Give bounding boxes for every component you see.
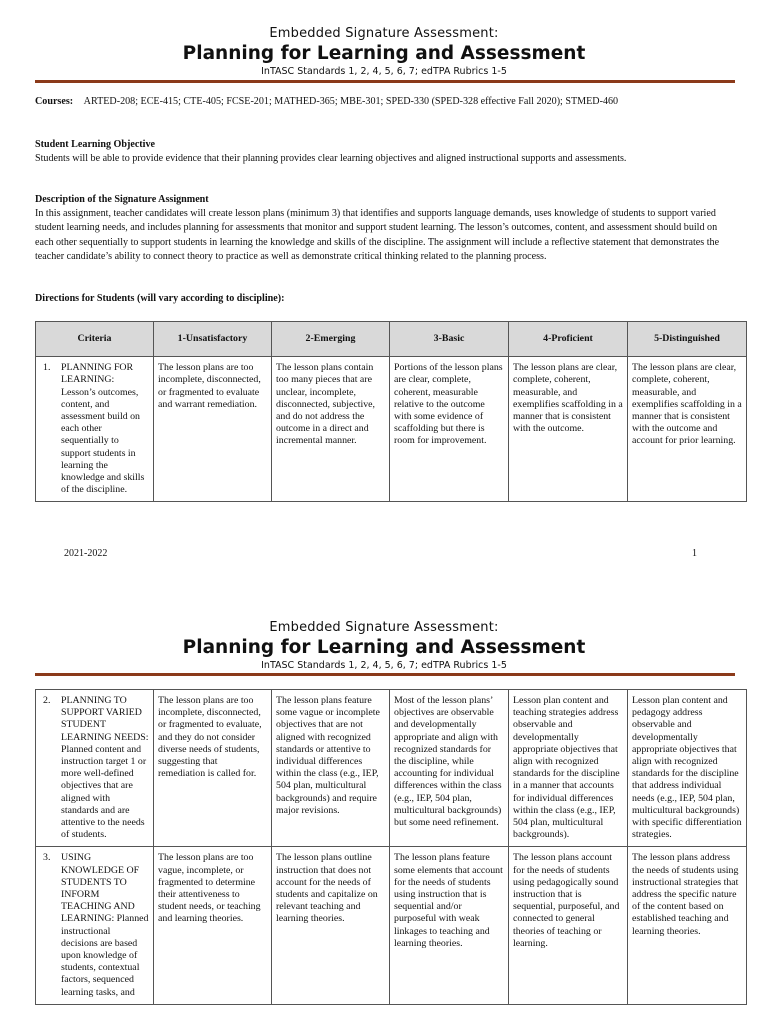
page-title: Planning for Learning and Assessment: [182, 43, 586, 64]
criteria-number: 1.: [43, 362, 51, 374]
header-subtitle: Embedded Signature Assessment:: [269, 620, 499, 635]
criteria-cell: [36, 357, 154, 502]
header-unsatisfactory: 1-Unsatisfactory: [154, 322, 272, 357]
footer-page-number: 1: [692, 548, 697, 559]
criteria-text: USING KNOWLEDGE OF STUDENTS TO INFORM TEACHING AND LEARNING: Planned instructional decisions are based upon knowledge of students, contextual factors, sequenced learning tasks, and: [61, 852, 149, 998]
header-standards: InTASC Standards 1, 2, 4, 5, 6, 7; edTPA Rubrics 1-5: [261, 66, 507, 77]
table-row: [36, 690, 747, 847]
objective-text: Students will be able to provide evidence that their planning provides clear learning objectives and aligned instructional supports and assessments.: [35, 153, 627, 165]
criteria-text: PLANNING FOR LEARNING: Lesson’s outcomes, content, and assessment build on each other sequentially to support students in learning the knowledge and skills of the discipline.: [61, 362, 145, 496]
page-title: Planning for Learning and Assessment: [182, 637, 586, 658]
header-criteria: Criteria: [36, 322, 154, 357]
rubric-cell-distinguished: The lesson plans address the needs of students using instructional strategies that address the specific nature of the content based on established teaching and learning theories.: [628, 847, 747, 1004]
header-rule: [35, 673, 735, 676]
rubric-cell-unsatisfactory: The lesson plans are too incomplete, disconnected, or fragmented to evaluate and warrant remediation.: [154, 357, 272, 502]
criteria-cell: [36, 690, 154, 847]
rubric-cell-emerging: The lesson plans outline instruction that does not account for the needs of students and capitalize on relevant teaching and learning theories.: [272, 847, 390, 1004]
objective-section: [35, 138, 735, 166]
directions: [35, 292, 735, 306]
rubric-table-page2: [35, 689, 747, 1005]
courses-label: Courses:: [35, 96, 74, 107]
table-row: [36, 847, 747, 1004]
rubric-cell-unsatisfactory: The lesson plans are too vague, incomplete, or fragmented to determine their attentiveness to student needs, or teaching and learning theories.: [154, 847, 272, 1004]
criteria-number: 2.: [43, 695, 51, 706]
rubric-cell-emerging: The lesson plans feature some vague or incomplete objectives that are not aligned with recognized standards or attentive to individual differences within the class (e.g., IEP, 504 plan, multicultural backgrounds) and require major revisions.: [272, 690, 390, 847]
header-proficient: 4-Proficient: [509, 322, 628, 357]
rubric-cell-proficient: Lesson plan content and teaching strategies address observable and developmentally appropriate objectives that align with recognized standards for the discipline in a manner that accounts for individual differences within the class (e.g., IEP, 504 plan, multicultural backgrounds).: [509, 690, 628, 847]
objective-heading: Student Learning Objective: [35, 139, 156, 150]
header-subtitle: Embedded Signature Assessment:: [269, 26, 499, 41]
rubric-table-page1: [35, 321, 747, 502]
table-row: [36, 357, 747, 502]
rubric-cell-basic: Most of the lesson plans’ objectives are observable and developmentally appropriate and align with recognized standards for the discipline, while accounting for individual differences within the class (e.g., IEP, 504 plan, multicultural backgrounds) but some need refinement.: [390, 690, 509, 847]
rubric-cell-unsatisfactory: The lesson plans are too incomplete, disconnected, or fragmented to evaluate, and they do not consider diverse needs of students, suggesting that remediation is called for.: [154, 690, 272, 847]
header-rule: [35, 80, 735, 83]
header-standards: InTASC Standards 1, 2, 4, 5, 6, 7; edTPA Rubrics 1-5: [261, 660, 507, 671]
rubric-cell-basic: The lesson plans feature some elements that account for the needs of students using instruction that is sequential and/or purposeful with weak linkages to teaching and learning theories.: [390, 847, 509, 1004]
header-emerging: 2-Emerging: [272, 322, 390, 357]
rubric-cell-distinguished: Lesson plan content and pedagogy address observable and developmentally appropriate objectives that align with recognized standards for the discipline that address individual needs (e.g., IEP, 504 plan, multicultural backgrounds) with specific differentiation strategies.: [628, 690, 747, 847]
description-heading: Description of the Signature Assignment: [35, 194, 209, 205]
criteria-text: PLANNING TO SUPPORT VARIED STUDENT LEARNING NEEDS: Planned content and instruction target 1 or more well-defined objectives that are aligned with standards and are attentive to the needs of students.: [61, 695, 149, 841]
rubric-cell-distinguished: The lesson plans are clear, complete, coherent, measurable, and exemplifies scaffolding in a manner that is consistent with the outcome and account for prior learning.: [628, 357, 747, 502]
courses-line: [35, 95, 735, 109]
header-distinguished: 5-Distinguished: [628, 322, 747, 357]
footer-year: 2021-2022: [64, 548, 108, 559]
page1-header: [0, 26, 768, 77]
table-header-row: [36, 322, 747, 357]
directions-heading: Directions for Students (will vary according to discipline):: [35, 293, 285, 304]
rubric-cell-proficient: The lesson plans account for the needs of students using pedagogically sound instruction that is sequential, purposeful, and connected to general theories of teaching or learning.: [509, 847, 628, 1004]
courses-list: ARTED-208; ECE-415; CTE-405; FCSE-201; MATHED-365; MBE-301; SPED-330 (SPED-328 effective Fall 2020); STMED-460: [83, 96, 619, 107]
description-section: [35, 193, 735, 264]
rubric-cell-proficient: The lesson plans are clear, complete, coherent, measurable, and exemplifies scaffolding in a manner that is consistent with the outcome.: [509, 357, 628, 502]
rubric-cell-basic: Portions of the lesson plans are clear, complete, coherent, measurable relative to the outcome with some evidence of scaffolding but there is room for improvement.: [390, 357, 509, 502]
header-basic: 3-Basic: [390, 322, 509, 357]
rubric-cell-emerging: The lesson plans contain too many pieces that are unclear, incomplete, disconnected, subjective, and do not address the outcome in a direct and incremental manner.: [272, 357, 390, 502]
criteria-cell: [36, 847, 154, 1004]
page2-header: [0, 620, 768, 671]
criteria-number: 3.: [43, 852, 51, 864]
description-text: In this assignment, teacher candidates will create lesson plans (minimum 3) that identifies and supports language demands, uses knowledge of students to support varied student learning needs, and includes planning for assessments that monitor and support student learning. The lesson’s outcomes, content, and assessment should build on each other sequentially to support students in learning the knowledge and skills of the discipline. The assignment will include a reflective statement that demonstrates the teacher candidate’s ability to connect theory to practice as well as demonstrate critical thinking related to the planning process.: [35, 208, 720, 262]
